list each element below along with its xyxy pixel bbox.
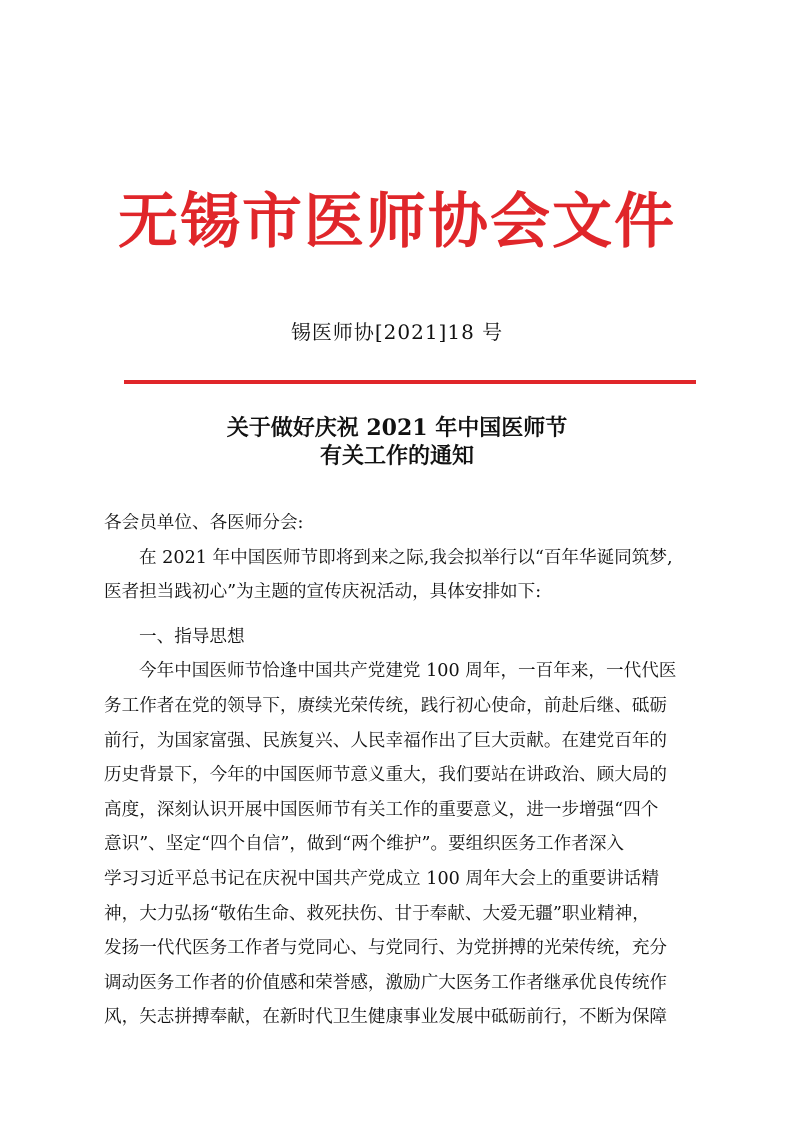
notice-title-line-2: 有关工作的通知	[319, 443, 474, 469]
section-1-paragraph	[104, 654, 704, 1035]
paragraph-line: 务工作者在党的领导下，赓续光荣传统，践行初心使命，前赴后继、砥砺	[104, 695, 668, 716]
salutation	[104, 506, 704, 541]
intro-line: 在 2021 年中国医师节即将到来之际,我会拟举行以“百年华诞同筑梦,	[139, 547, 673, 568]
paragraph-line: 今年中国医师节恰逢中国共产党建党 100 周年，一百年来，一代代医	[139, 661, 677, 682]
notice-title-line-1: 关于做好庆祝 2021 年中国医师节	[226, 415, 568, 441]
paragraph-line: 前行，为国家富强、民族复兴、人民幸福作出了巨大贡献。在建党百年的	[104, 730, 668, 751]
intro-line: 医者担当践初心”为主题的宣传庆祝活动，具体安排如下:	[104, 582, 542, 603]
paragraph-line: 高度，深刻认识开展中国医师节有关工作的重要意义，进一步增强“四个	[104, 799, 659, 820]
document-number: 锡医师协[2021]18 号	[290, 320, 504, 344]
paragraph-line: 历史背景下，今年的中国医师节意义重大，我们要站在讲政治、顾大局的	[104, 765, 668, 786]
salutation-text: 各会员单位、各医师分会:	[104, 513, 304, 533]
org-document-header: 无锡市医师协会文件	[118, 187, 676, 257]
section-1-heading: 一、指导思想	[139, 626, 245, 647]
paragraph-line: 调动医务工作者的价值感和荣誉感，激励广大医务工作者继承优良传统作	[104, 972, 668, 993]
notice-title	[0, 414, 794, 470]
paragraph-line: 意识”、坚定“四个自信”，做到“两个维护”。要组织医务工作者深入	[104, 834, 625, 855]
section-heading	[104, 620, 704, 655]
paragraph-line: 风，矢志拼搏奉献，在新时代卫生健康事业发展中砥砺前行，不断为保障	[104, 1007, 668, 1028]
paragraph-line: 神，大力弘扬“敬佑生命、救死扶伤、甘于奉献、大爱无疆”职业精神，	[104, 903, 650, 924]
paragraph-line: 学习习近平总书记在庆祝中国共产党成立 100 周年大会上的重要讲话精	[104, 868, 659, 889]
notice-body	[104, 506, 704, 1035]
intro-paragraph	[104, 541, 704, 610]
paragraph-line: 发扬一代代医务工作者与党同心、与党同行、为党拼搏的光荣传统，充分	[104, 938, 668, 959]
red-divider-line	[124, 380, 696, 384]
